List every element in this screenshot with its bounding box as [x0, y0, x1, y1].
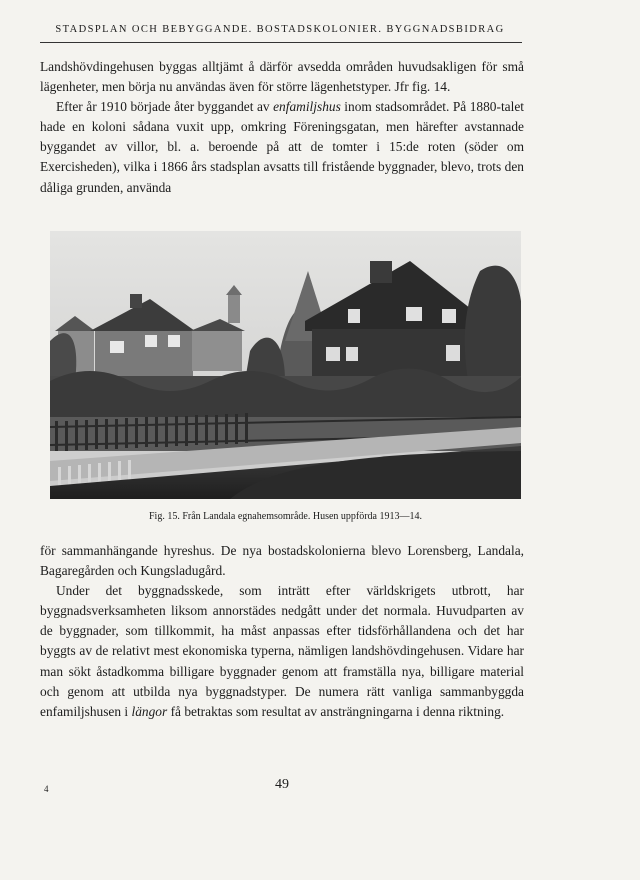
header-rule	[40, 42, 522, 43]
figure-caption: Fig. 15. Från Landala egnahemsområde. Husen uppförda 1913—14.	[149, 511, 422, 522]
figure-photo	[50, 231, 521, 499]
paragraph	[40, 97, 524, 197]
paragraph-text: få betraktas som resultat av ansträngningarna i denna riktning.	[167, 703, 505, 719]
running-head: STADSPLAN OCH BEBYGGANDE. BOSTADSKOLONIER. BYGGNADSBIDRAG	[55, 24, 505, 35]
bottom-text-block	[40, 541, 524, 722]
signature-mark: 4	[44, 784, 49, 794]
paragraph-text: Efter år 1910 började åter byggandet av	[56, 99, 274, 115]
paragraph-text: Under det byggnadsskede, som inträtt efter världskrigets utbrott, har byggnadsverksamheten liksom annorstädes nedgått under det normala. Huvudparten av de byggnader, som tillkommit, ha måst anpassas efter tidsförhållandena och det har byggts av de relativt mest ekonomiska typerna, nämligen landshövdingehusen. Vidare har man sökt åstadkomma billigare byggnader genom att framställa nya, billigare material och genom att utbilda nya byggnadstyper. De numera rätt vanliga sammanbyggda enfamiljshusen i	[40, 583, 524, 719]
emphasis-text: enfamiljshus	[273, 99, 341, 115]
paragraph: för sammanhängande hyreshus. De nya bostadskolonierna blevo Lorensberg, Landala, Bagaregården och Kungsladugård.	[40, 543, 524, 579]
paragraph: Landshövdingehusen byggas alltjämt å därför avsedda områden huvudsakligen för små lägenheter, men börja nu användas även för större lägenhetstyper. Jfr fig. 14.	[40, 59, 524, 95]
page-number: 49	[275, 777, 289, 792]
photo-houses-image	[50, 231, 521, 499]
paragraph	[40, 581, 524, 722]
paragraph-text: inom stadsområdet. På 1880-talet hade en koloni sådana vuxit upp, omkring Föreningsgatan, men härefter avstannade byggandet av villor, bl. a. beroende på att de tomter i 15:de roten (söder om Exercisheden), vilka i 1866 års stadsplan avsatts till fristående byggnader, blevo, trots den dåliga grunden, använda	[40, 99, 525, 195]
emphasis-text: längor	[131, 703, 168, 719]
top-text-block	[40, 57, 524, 198]
